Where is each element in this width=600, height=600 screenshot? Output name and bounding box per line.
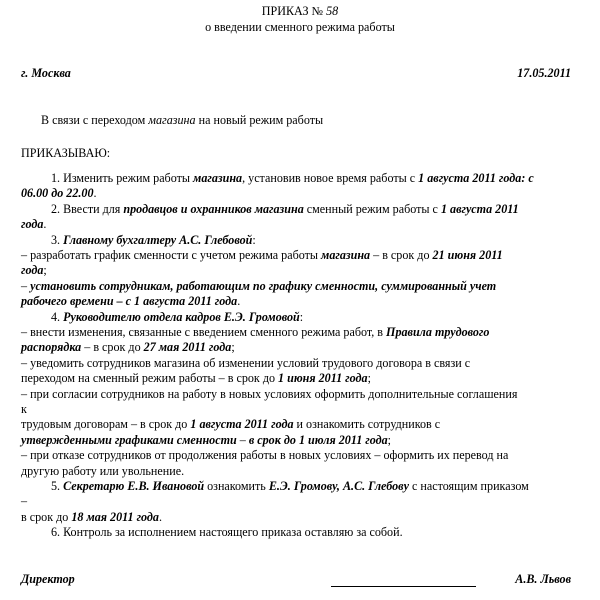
item-4-dash-4-cont: другую работу или увольнение. bbox=[21, 464, 185, 478]
item-5-dash: – bbox=[21, 494, 28, 508]
item-2-line-1: 2. Ввести для продавцов и охранников магазина сменный режим работы с 1 августа 2011 bbox=[51, 202, 519, 216]
order-date: 17.05.2011 bbox=[517, 66, 571, 80]
item-4-dash-1: – внести изменения, связанные с введением сменного режима работ, в Правила трудового bbox=[21, 325, 490, 339]
item-4-heading: 4. Руководителю отдела кадров Е.Э. Громовой: bbox=[51, 310, 304, 324]
item-6: 6. Контроль за исполнением настоящего приказа оставляю за собой. bbox=[51, 525, 403, 539]
order-subtitle: о введении сменного режима работы bbox=[205, 20, 395, 34]
item-1-line-1: 1. Изменить режим работы магазина, установив новое время работы с 1 августа 2011 года: с bbox=[51, 171, 534, 185]
order-heading: ПРИКАЗЫВАЮ: bbox=[21, 146, 111, 160]
item-5-line-2: в срок до 18 мая 2011 года. bbox=[21, 510, 163, 524]
intro-paragraph: В связи с переходом магазина на новый режим работы bbox=[41, 113, 324, 127]
item-3-dash-2: – установить сотрудникам, работающим по графику сменности, суммированный учет bbox=[21, 279, 497, 293]
item-3-dash-1: – разработать график сменности с учетом режима работы магазина – в срок до 21 июня 2011 bbox=[21, 248, 503, 262]
item-3-dash-2-cont: рабочего времени – с 1 августа 2011 года. bbox=[21, 294, 241, 308]
item-1-line-2: 06.00 до 22.00. bbox=[21, 186, 97, 200]
item-4-dash-3-k: к bbox=[21, 402, 27, 416]
item-3-heading: 3. Главному бухгалтеру А.С. Глебовой: bbox=[51, 233, 256, 247]
item-4-dash-3-cont-2: утвержденными графиками сменности – в срок до 1 июля 2011 года; bbox=[21, 433, 392, 447]
item-4-dash-2-cont: переходом на сменный режим работы – в срок до 1 июня 2011 года; bbox=[21, 371, 371, 385]
item-4-dash-3: – при согласии сотрудников на работу в новых условиях оформить дополнительные соглашения bbox=[21, 387, 518, 401]
item-4-dash-2: – уведомить сотрудников магазина об изменении условий трудового договора в связи с bbox=[21, 356, 471, 370]
item-5-line-1: 5. Секретарю Е.В. Ивановой ознакомить Е.Э. Громову, А.С. Глебову с настоящим приказом bbox=[51, 479, 529, 493]
item-3-dash-1-cont: года; bbox=[21, 263, 47, 277]
item-4-dash-3-cont-1: трудовым договорам – в срок до 1 августа 2011 года и ознакомить сотрудников с bbox=[21, 417, 441, 431]
city: г. Москва bbox=[21, 66, 71, 80]
signatory-position: Директор bbox=[21, 572, 75, 586]
item-2-line-2: года. bbox=[21, 217, 47, 231]
signatory-name: А.В. Львов bbox=[515, 572, 571, 586]
item-4-dash-1-cont: распорядка – в срок до 27 мая 2011 года; bbox=[21, 340, 235, 354]
item-4-dash-4: – при отказе сотрудников от продолжения работы в новых условиях – оформить их перевод на bbox=[21, 448, 509, 462]
order-title: ПРИКАЗ № 58 bbox=[261, 4, 339, 18]
signature-line bbox=[331, 586, 476, 587]
